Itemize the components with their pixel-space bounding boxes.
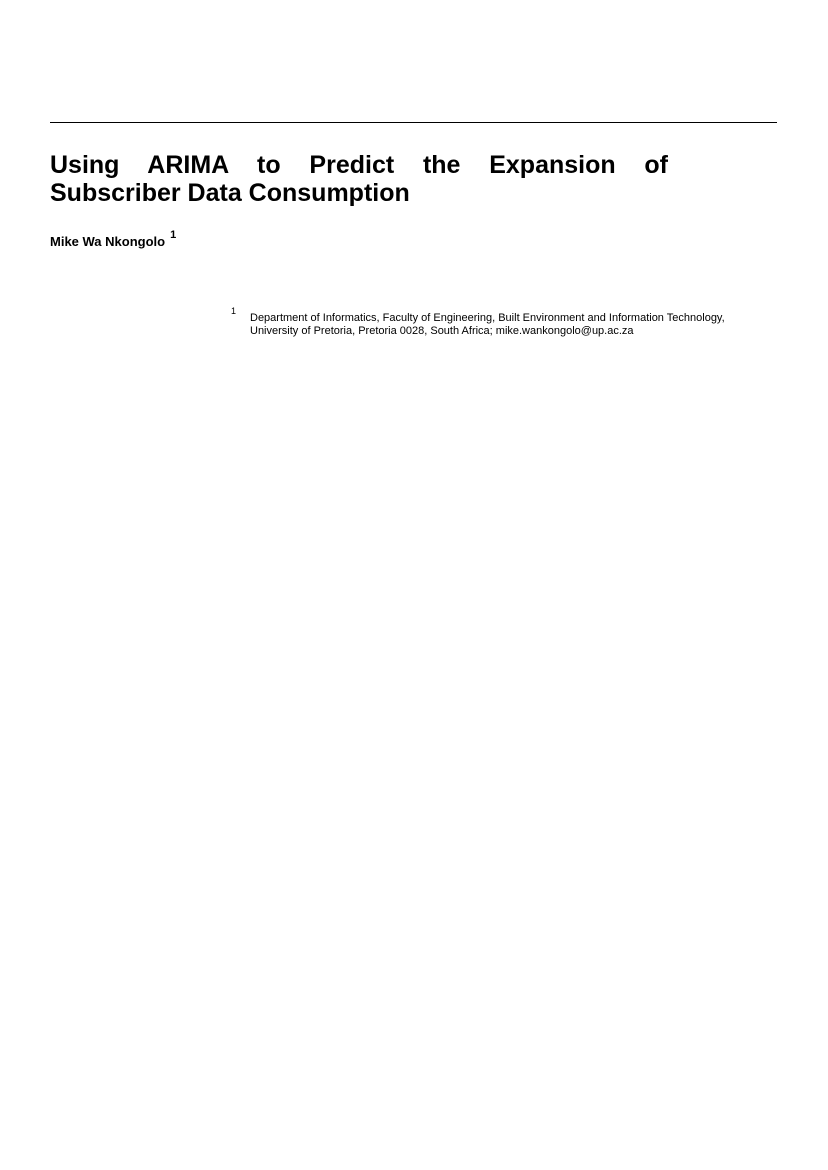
author-affiliation-marker: 1 <box>170 229 177 241</box>
header-rule <box>50 122 777 123</box>
affiliation-line-2: University of Pretoria, Pretoria 0028, South Africa; mike.wankongolo@up.ac.za <box>250 325 634 337</box>
affiliation-marker: 1 <box>231 306 237 316</box>
affiliation-line-1: Department of Informatics, Faculty of Engineering, Built Environment and Information Technology, <box>250 312 725 324</box>
title-line-1: Using ARIMA to Predict the Expansion of <box>50 151 668 179</box>
author-line <box>50 229 177 251</box>
author-name: Mike Wa Nkongolo <box>50 234 166 249</box>
affiliation <box>250 312 740 338</box>
paper-title <box>50 151 668 207</box>
title-line-2: Subscriber Data Consumption <box>50 179 410 207</box>
